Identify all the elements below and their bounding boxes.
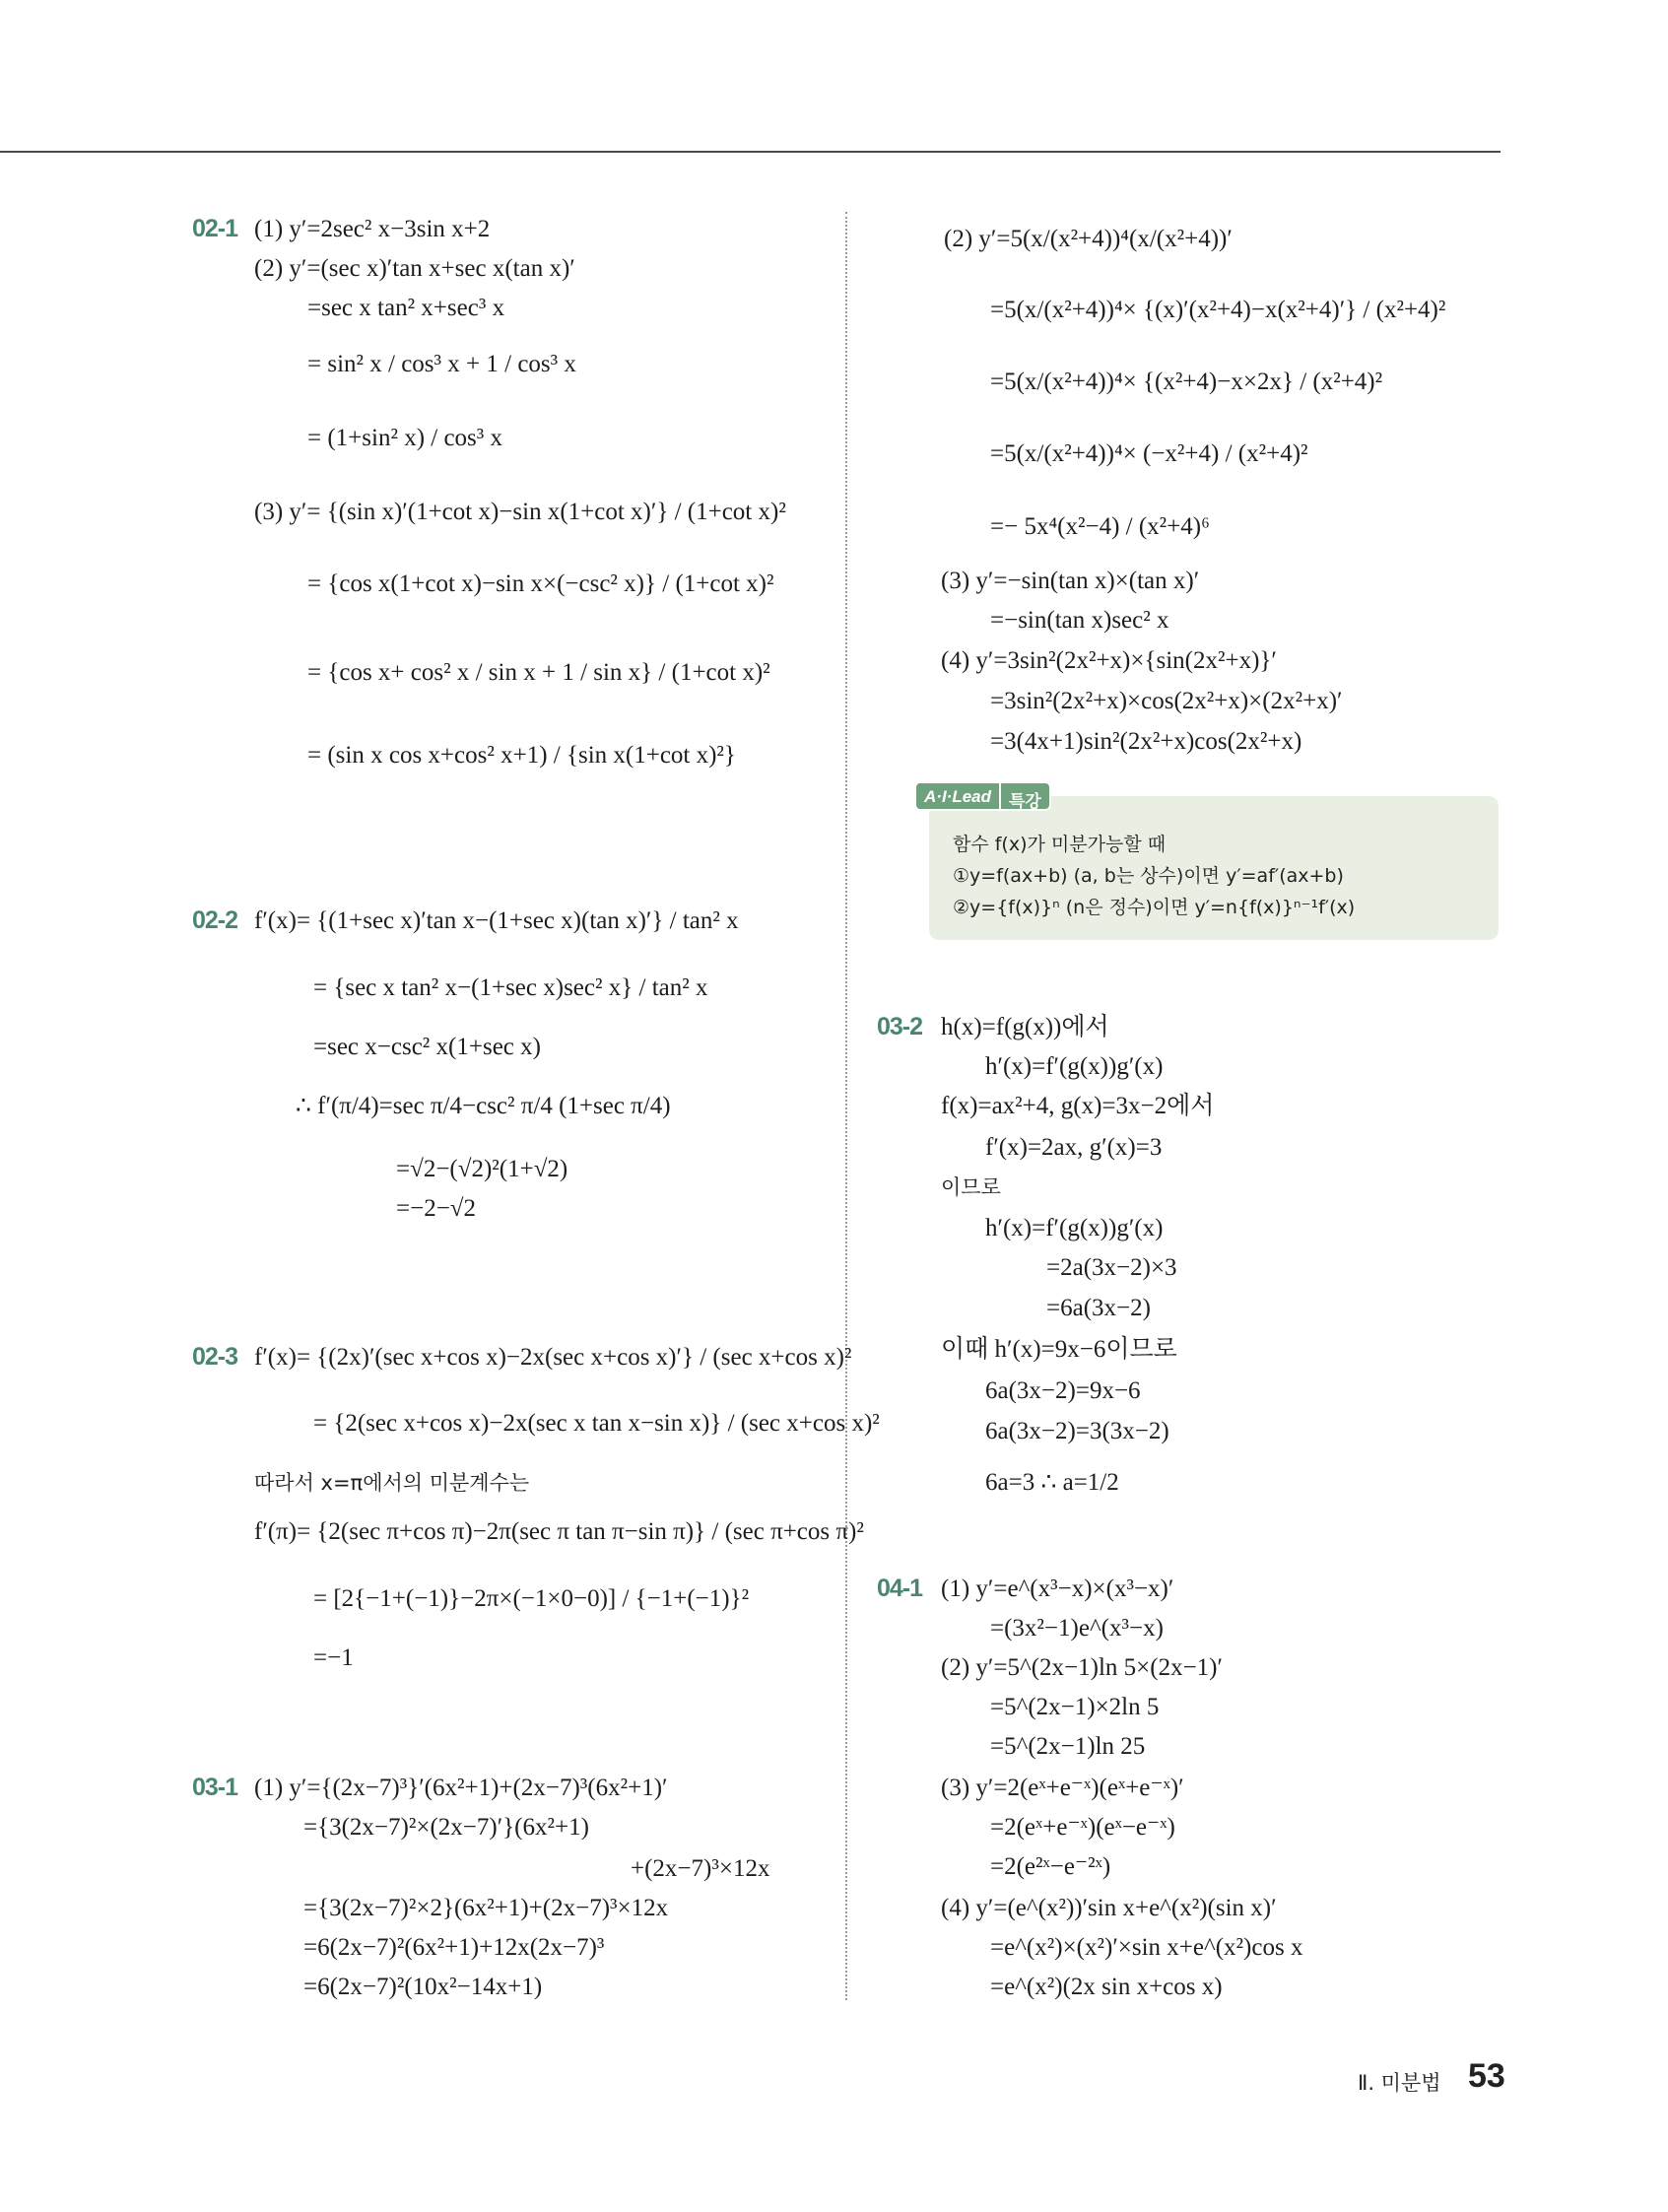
solution-line: (2) y′=(sec x)′tan x+sec x(tan x)′ [254, 255, 575, 282]
solution-line: =− 5x⁴(x²−4) / (x²+4)⁶ [990, 513, 1210, 540]
solution-line: = {2(sec x+cos x)−2x(sec x tan x−sin x)} / (sec x+cos x)² [313, 1410, 880, 1437]
tip-badge-title: 특강 [1001, 781, 1051, 811]
solution-line: (1) y′=2sec² x−3sin x+2 [254, 216, 491, 242]
tip-line: ①y=f(ax+b) (a, b는 상수)이면 y′=af′(ax+b) [953, 865, 1344, 887]
tip-badge-brand: A·I·Lead [914, 781, 1001, 811]
solution-line: (4) y′=3sin²(2x²+x)×{sin(2x²+x)}′ [941, 647, 1277, 674]
solution-line: =5(x/(x²+4))⁴× {(x²+4)−x×2x} / (x²+4)² [990, 369, 1383, 395]
solution-line: =−sin(tan x)sec² x [990, 607, 1169, 634]
footer-section-title: Ⅱ. 미분법 [1358, 2071, 1441, 2095]
solution-line: (1) y′=e^(x³−x)×(x³−x)′ [941, 1575, 1174, 1602]
solution-line: =e^(x²)(2x sin x+cos x) [990, 1974, 1223, 2000]
problem-label: 04-1 [877, 1575, 923, 1602]
solution-line: = (sin x cos x+cos² x+1) / {sin x(1+cot x)²} [307, 742, 736, 769]
solution-line: f(x)=ax²+4, g(x)=3x−2에서 [941, 1093, 1215, 1119]
solution-line: 6a(3x−2)=9x−6 [985, 1377, 1141, 1404]
solution-line: (3) y′=−sin(tan x)×(tan x)′ [941, 568, 1200, 594]
solution-line: f′(x)=2ax, g′(x)=3 [985, 1134, 1163, 1161]
tip-line: ②y={f(x)}ⁿ (n은 정수)이면 y′=n{f(x)}ⁿ⁻¹f′(x) [953, 897, 1356, 918]
solution-line: +(2x−7)³×12x [631, 1855, 770, 1882]
solution-line: f′(x)= {(2x)′(sec x+cos x)−2x(sec x+cos x)′} / (sec x+cos x)² [254, 1344, 852, 1371]
problem-label: 02-1 [192, 215, 238, 242]
solution-line: =√2−(√2)²(1+√2) [396, 1156, 568, 1182]
solution-line: =5(x/(x²+4))⁴× {(x)′(x²+4)−x(x²+4)′} / (x²+4)² [990, 297, 1446, 323]
solution-line: =2a(3x−2)×3 [1046, 1254, 1177, 1281]
solution-line: 따라서 x=π에서의 미분계수는 [254, 1471, 530, 1495]
solution-line: h′(x)=f′(g(x))g′(x) [985, 1215, 1164, 1241]
solution-line: ={3(2x−7)²×2}(6x²+1)+(2x−7)³×12x [303, 1895, 669, 1921]
problem-label: 02-3 [192, 1343, 238, 1371]
solution-line: 이므로 [941, 1175, 1001, 1199]
solution-line: =sec x−csc² x(1+sec x) [313, 1034, 541, 1060]
tip-line: 함수 f(x)가 미분가능할 때 [953, 834, 1167, 855]
solution-line: =5(x/(x²+4))⁴× (−x²+4) / (x²+4)² [990, 440, 1308, 467]
solution-line: 이때 h′(x)=9x−6이므로 [941, 1336, 1177, 1363]
solution-line: =6(2x−7)²(10x²−14x+1) [303, 1974, 543, 2000]
solution-line: f′(x)= {(1+sec x)′tan x−(1+sec x)(tan x)′} / tan² x [254, 907, 739, 934]
solution-line: h(x)=f(g(x))에서 [941, 1014, 1109, 1040]
solution-line: =6(2x−7)²(6x²+1)+12x(2x−7)³ [303, 1934, 605, 1961]
column-divider [845, 212, 847, 2000]
page-number: 53 [1468, 2057, 1505, 2095]
solution-line: ∴ f′(π/4)=sec π/4−csc² π/4 (1+sec π/4) [296, 1093, 671, 1119]
problem-label: 03-1 [192, 1774, 238, 1801]
solution-line: 6a(3x−2)=3(3x−2) [985, 1418, 1169, 1444]
solution-line: =2(eˣ+e⁻ˣ)(eˣ−e⁻ˣ) [990, 1814, 1175, 1841]
top-rule [0, 151, 1501, 153]
solution-line: =5^(2x−1)×2ln 5 [990, 1694, 1160, 1720]
problem-label: 02-2 [192, 906, 238, 934]
solution-line: = [2{−1+(−1)}−2π×(−1×0−0)] / {−1+(−1)}² [313, 1585, 750, 1612]
solution-line: ={3(2x−7)²×(2x−7)′}(6x²+1) [303, 1814, 589, 1841]
solution-line: f′(π)= {2(sec π+cos π)−2π(sec π tan π−sin π)} / (sec π+cos π)² [254, 1518, 864, 1545]
solution-line: =6a(3x−2) [1046, 1295, 1151, 1321]
solution-line: =sec x tan² x+sec³ x [307, 295, 505, 321]
solution-line: 6a=3 ∴ a=1/2 [985, 1469, 1119, 1496]
solution-line: = sin² x / cos³ x + 1 / cos³ x [307, 351, 576, 377]
solution-line: (4) y′=(e^(x²))′sin x+e^(x²)(sin x)′ [941, 1895, 1277, 1921]
solution-line: (2) y′=5^(2x−1)ln 5×(2x−1)′ [941, 1654, 1223, 1681]
solution-line: (3) y′= {(sin x)′(1+cot x)−sin x(1+cot x)′} / (1+cot x)² [254, 499, 786, 525]
solution-line: =−2−√2 [396, 1195, 477, 1222]
solution-line: (2) y′=5(x/(x²+4))⁴(x/(x²+4))′ [944, 226, 1233, 252]
solution-line: h′(x)=f′(g(x))g′(x) [985, 1053, 1164, 1080]
tip-badge [914, 781, 1051, 811]
solution-line: =−1 [313, 1644, 354, 1671]
solution-line: = (1+sin² x) / cos³ x [307, 425, 503, 451]
solution-line: =3(4x+1)sin²(2x²+x)cos(2x²+x) [990, 728, 1302, 755]
solution-line: = {cos x+ cos² x / sin x + 1 / sin x} / (1+cot x)² [307, 659, 770, 686]
solution-line: =e^(x²)×(x²)′×sin x+e^(x²)cos x [990, 1934, 1303, 1961]
solution-line: =3sin²(2x²+x)×cos(2x²+x)×(2x²+x)′ [990, 688, 1343, 714]
solution-line: = {sec x tan² x−(1+sec x)sec² x} / tan² x [313, 974, 708, 1001]
solution-line: (1) y′={(2x−7)³}′(6x²+1)+(2x−7)³(6x²+1)′ [254, 1775, 668, 1801]
problem-label: 03-2 [877, 1013, 923, 1040]
solution-line: =(3x²−1)e^(x³−x) [990, 1615, 1164, 1642]
solution-line: =5^(2x−1)ln 25 [990, 1733, 1146, 1760]
solution-line: =2(e²ˣ−e⁻²ˣ) [990, 1853, 1111, 1880]
solution-line: (3) y′=2(eˣ+e⁻ˣ)(eˣ+e⁻ˣ)′ [941, 1775, 1184, 1801]
solution-line: = {cos x(1+cot x)−sin x×(−csc² x)} / (1+cot x)² [307, 570, 774, 597]
